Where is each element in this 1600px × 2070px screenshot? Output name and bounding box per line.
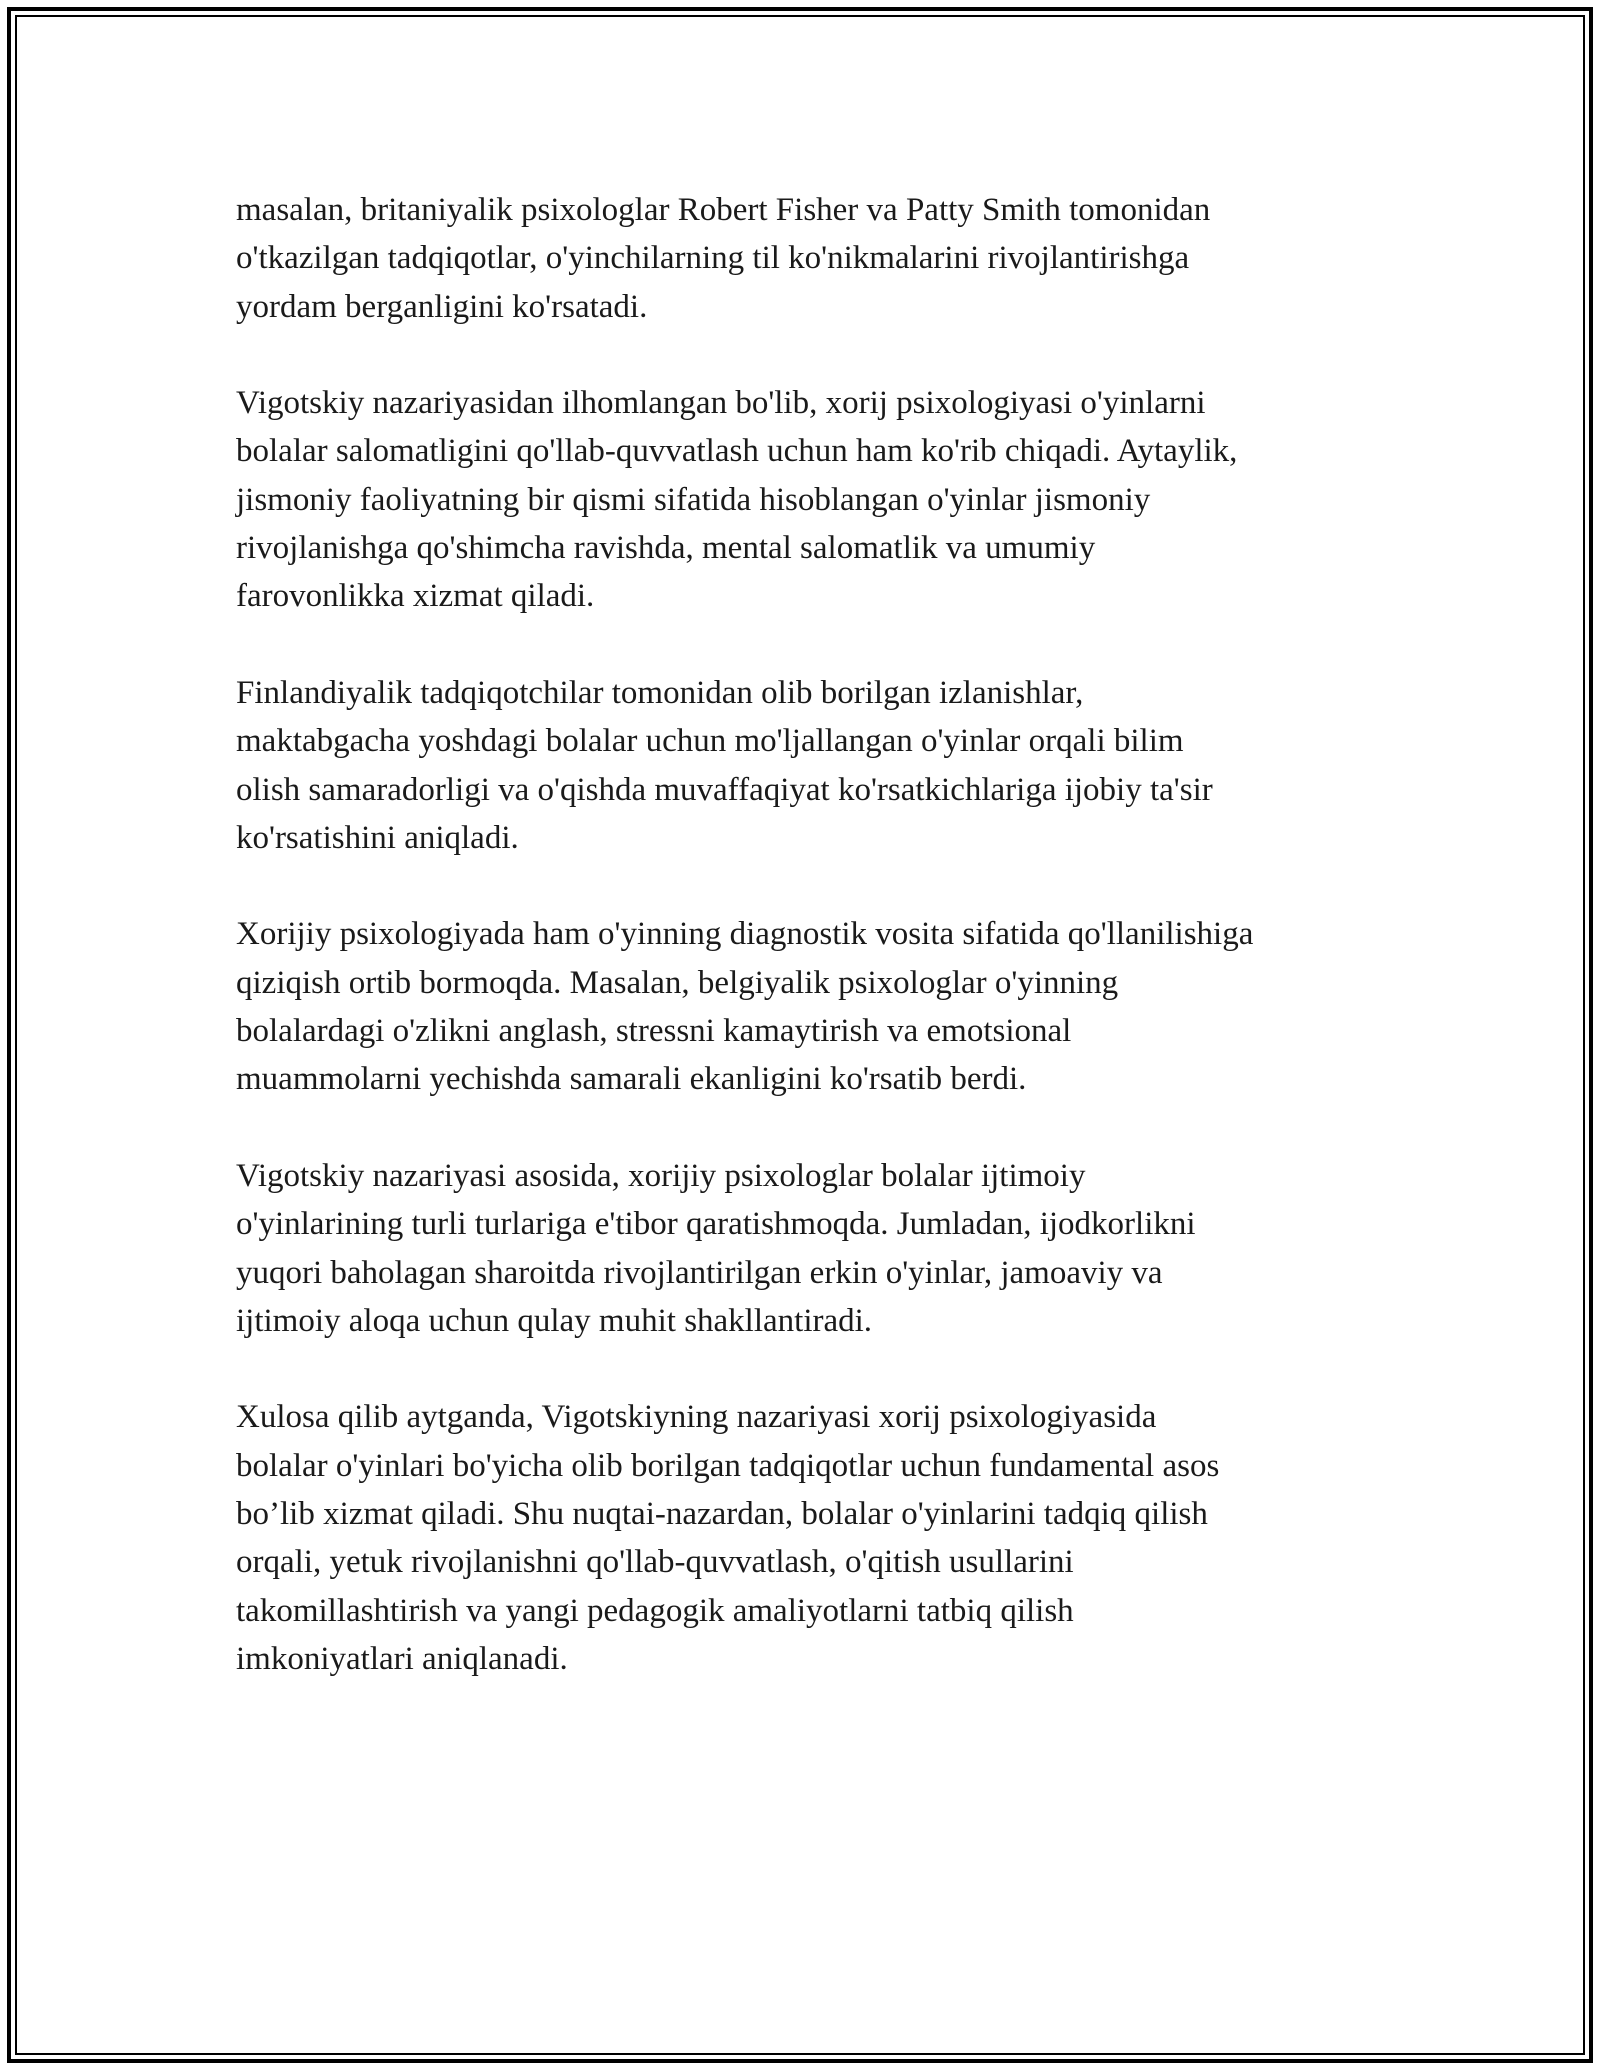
paragraph: Vigotskiy nazariyasidan ilhomlangan bo'lib, xorij psixologiyasi o'yinlarni bolalar salomatligini qo'llab-quvvatlash uchun ham ko'rib chiqadi. Aytaylik, jismoniy faoliyatning bir qismi sifatida hisoblangan o'yinlar jismoniy rivojlanishga qo'shimcha ravishda, mental salomatlik va umumiy farovonlikka xizmat qiladi.: [236, 385, 1238, 615]
document-body: [236, 186, 1396, 1683]
paragraph: Xulosa qilib aytganda, Vigotskiyning nazariyasi xorij psixologiyasida bolalar o'yinlari bo'yicha olib borilgan tadqiqotlar uchun fundamental asos bo’lib xizmat qiladi. Shu nuqtai-nazardan, bolalar o'yinlarini tadqiq qilish orqali, yetuk rivojlanishni qo'llab-quvvatlash, o'qitish usullarini takomillashtirish va yangi pedagogik amaliyotlarni tatbiq qilish imkoniyatlari aniqlanadi.: [236, 1399, 1220, 1677]
paragraph: masalan, britaniyalik psixologlar Robert Fisher va Patty Smith tomonidan o'tkazilgan tadqiqotlar, o'yinchilarning til ko'nikmalarini rivojlantirishga yordam berganligini ko'rsatadi.: [236, 192, 1211, 325]
paragraph: Xorijiy psixologiyada ham o'yinning diagnostik vosita sifatida qo'llanilishiga qiziqish ortib bormoqda. Masalan, belgiyalik psixologlar o'yinning bolalardagi o'zlikni anglash, stressni kamaytirish va emotsional muammolarni yechishda samarali ekanligini ko'rsatib berdi.: [236, 916, 1254, 1098]
paragraph: Vigotskiy nazariyasi asosida, xorijiy psixologlar bolalar ijtimoiy o'yinlarining turli turlariga e'tibor qaratishmoqda. Jumladan, ijodkorlikni yuqori baholagan sharoitda rivojlantirilgan erkin o'yinlar, jamoaviy va ijtimoiy aloqa uchun qulay muhit shakllantiradi.: [236, 1157, 1196, 1339]
paragraph: Finlandiyalik tadqiqotchilar tomonidan olib borilgan izlanishlar, maktabgacha yoshdagi bolalar uchun mo'ljallangan o'yinlar orqali bilim olish samaradorligi va o'qishda muvaffaqiyat ko'rsatkichlariga ijobiy ta'sir ko'rsatishini aniqladi.: [236, 674, 1213, 856]
